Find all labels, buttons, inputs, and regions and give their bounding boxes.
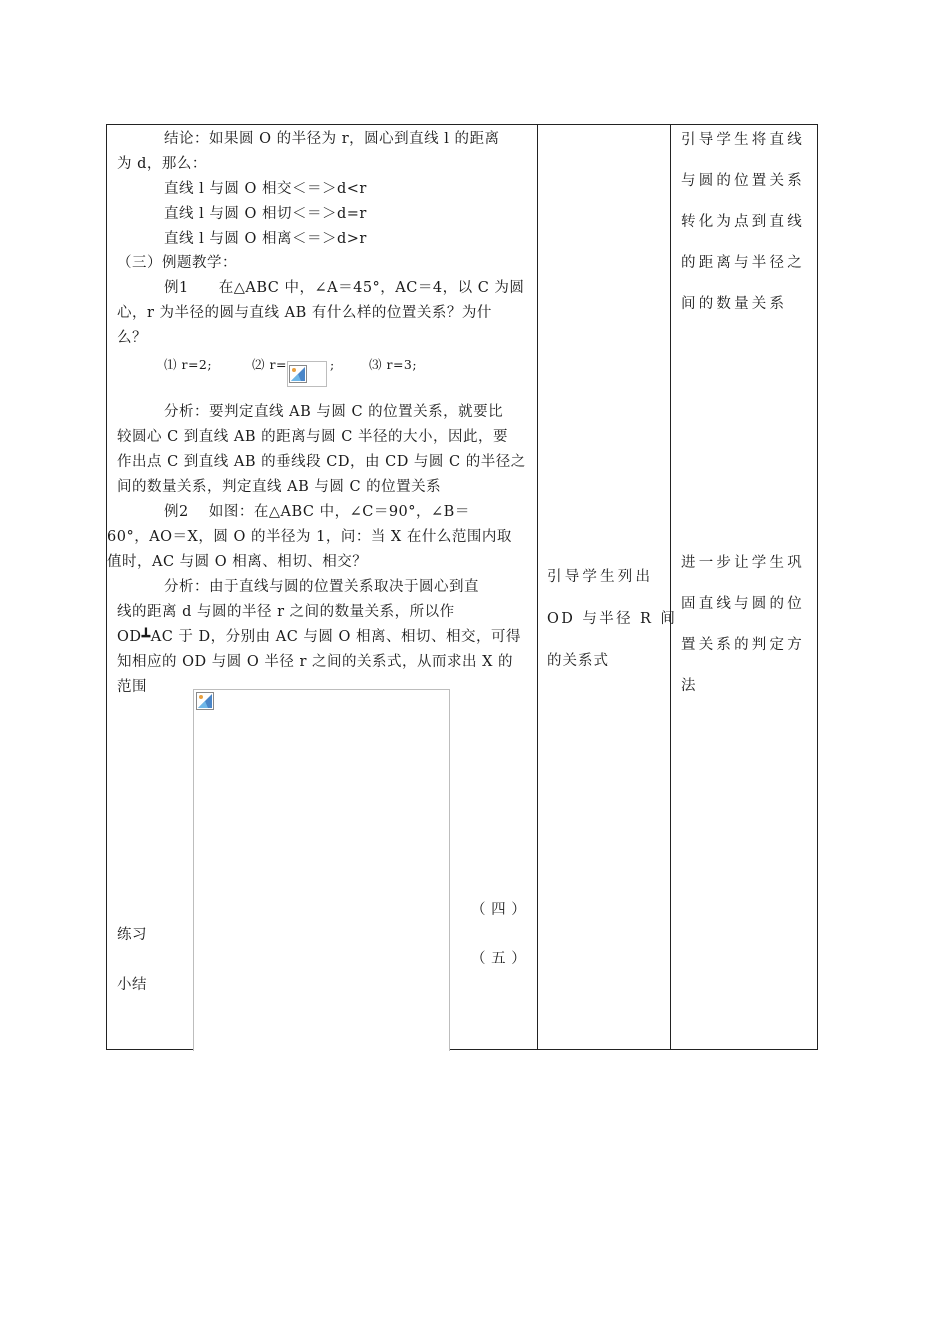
activity-line-3: 的关系式 [547,653,609,669]
relation-separate: 直线 l 与圆 O 相离＜＝＞d>r [164,231,367,247]
conclusion-line-2: 为 d，那么： [117,156,207,172]
example1-line-1: 例1 在△ABC 中，∠A＝45°，AC＝4，以 C 为圆 [164,280,525,296]
intent-b-line-4: 法 [681,678,699,694]
analysis2-line-5: 范围 [117,679,147,695]
broken-image-icon [196,692,214,710]
intent-column [671,125,818,1049]
figure-image [193,689,450,1051]
relation-tangent: 直线 l 与圆 O 相切＜＝＞d=r [164,206,367,222]
analysis1-line-2: 较圆心 C 到直线 AB 的距离与圆 C 半径的大小，因此，要 [117,429,508,445]
activity-line-2: OD 与半径 R 间 [547,611,678,627]
analysis2-line-4: 知相应的 OD 与圆 O 半径 r 之间的关系式，从而求出 X 的 [117,654,514,670]
intent-a-line-2: 与圆的位置关系 [681,173,805,189]
section-heading-5: （ 五 ） [471,951,527,967]
formula-image [287,361,327,387]
analysis1-line-1: 分析：要判定直线 AB 与圆 C 的位置关系，就要比 [164,404,504,420]
example1-line-3: 么？ [117,330,147,346]
activity-column [538,125,678,1049]
analysis2-line-3: OD┻AC 于 D，分别由 AC 与圆 O 相离、相切、相交，可得 [117,629,522,645]
option-2-tail: ; [330,357,335,372]
analysis1-line-4: 间的数量关系，判定直线 AB 与圆 C 的位置关系 [117,479,442,495]
intent-a-line-5: 间的数量关系 [681,296,788,312]
section-heading-4: （ 四 ） [471,902,527,918]
practice-label: 练习 [117,927,147,943]
lesson-table [106,124,818,1050]
intent-b-line-3: 置关系的判定方 [681,637,805,653]
intent-b-line-2: 固直线与圆的位 [681,596,805,612]
analysis2-line-1: 分析：由于直线与圆的位置关系取决于圆心到直 [164,579,479,595]
intent-a-line-4: 的距离与半径之 [681,255,805,271]
example1-line-2: 心，r 为半径的圆与直线 AB 有什么样的位置关系？为什 [117,305,492,321]
example2-line-3: 值时，AC 与圆 O 相离、相切、相交？ [107,554,368,570]
summary-label: 小结 [117,977,147,993]
example2-line-1: 例2 如图：在△ABC 中，∠C＝90°，∠B＝ [164,504,470,520]
intent-a-line-1: 引导学生将直线 [681,132,805,148]
relation-intersect: 直线 l 与圆 O 相交＜＝＞d<r [164,181,367,197]
analysis1-line-3: 作出点 C 到直线 AB 的垂线段 CD，由 CD 与圆 C 的半径之 [117,454,526,470]
option-3: ⑶ r=3; [369,357,418,372]
option-1: ⑴ r=2; [164,357,213,372]
intent-a-line-3: 转化为点到直线 [681,214,805,230]
analysis2-line-2: 线的距离 d 与圆的半径 r 之间的数量关系，所以作 [117,604,455,620]
example2-line-2: 60°，AO＝X，圆 O 的半径为 1，问：当 X 在什么范围内取 [107,529,512,545]
broken-image-icon [289,365,307,383]
conclusion-line-1: 结论：如果圆 O 的半径为 r，圆心到直线 l 的距离 [164,131,500,147]
activity-line-1: 引导学生列出 [547,569,654,585]
content-column [107,125,537,1049]
intent-b-line-1: 进一步让学生巩 [681,555,805,571]
option-2: ⑵ r= [252,357,287,372]
section-heading-examples: （三）例题教学： [117,255,237,271]
